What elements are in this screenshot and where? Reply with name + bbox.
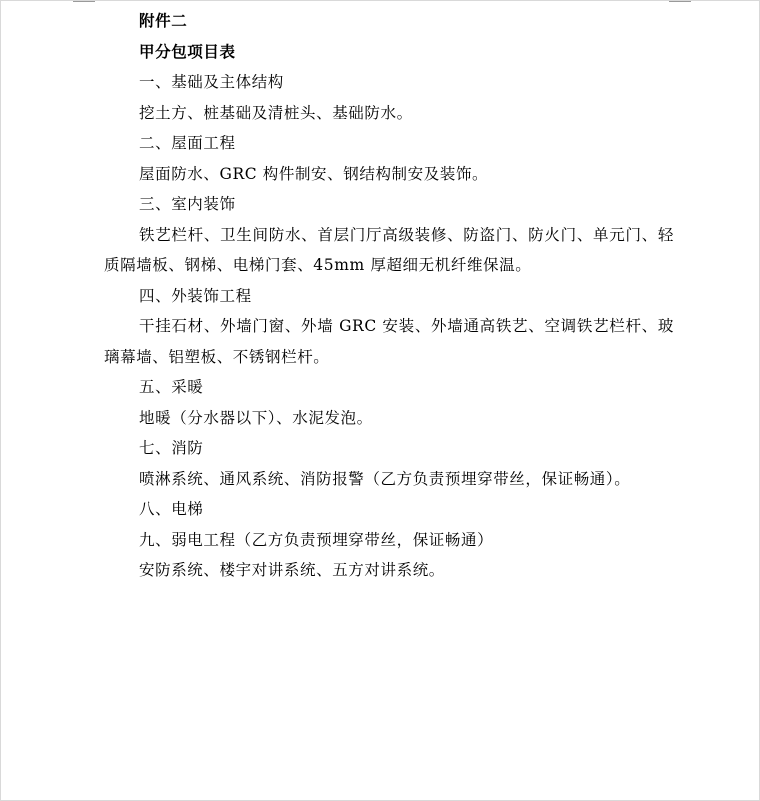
- section-heading: 一、基础及主体结构: [139, 73, 284, 91]
- section-body: 地暖（分水器以下）、水泥发泡。: [139, 408, 373, 427]
- section-body: 安防系统、楼宇对讲系统、五方对讲系统。: [139, 561, 445, 579]
- margin-crop-mark-left: [73, 1, 95, 2]
- margin-crop-mark-right: [669, 1, 691, 2]
- section-heading: 八、电梯: [139, 500, 204, 518]
- section-body: 喷淋系统、通风系统、消防报警（乙方负责预埋穿带丝，保证畅通）。: [139, 469, 631, 488]
- document-title: 甲分包项目表: [139, 41, 236, 61]
- section-heading: 五、采暖: [139, 378, 204, 396]
- section-body: 屋面防水、GRC 构件制安、钢结构制安及装饰。: [139, 164, 489, 183]
- document-body: [104, 6, 674, 586]
- attachment-label: 附件二: [139, 11, 188, 30]
- section-heading: 四、外装饰工程: [139, 286, 252, 305]
- section-body: 铁艺栏杆、卫生间防水、首层门厅高级装修、防盗门、防火门、单元门、轻质隔墙板、钢梯、电梯门套、45mm 厚超细无机纤维保温。: [104, 225, 674, 274]
- section-heading: 二、屋面工程: [139, 134, 236, 152]
- section-heading: 九、弱电工程（乙方负责预埋穿带丝，保证畅通）: [139, 530, 494, 549]
- section-heading: 七、消防: [139, 439, 204, 457]
- section-body: 干挂石材、外墙门窗、外墙 GRC 安装、外墙通高铁艺、空调铁艺栏杆、玻璃幕墙、铝塑板、不锈钢栏杆。: [104, 317, 674, 366]
- section-heading: 三、室内装饰: [139, 195, 236, 213]
- section-body: 挖土方、桩基础及清桩头、基础防水。: [139, 103, 413, 122]
